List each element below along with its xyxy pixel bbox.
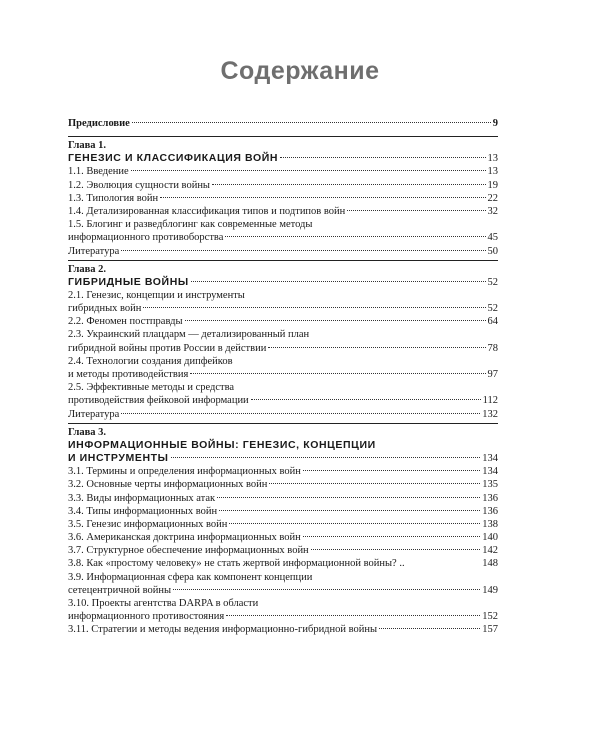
leader-dots [251, 399, 481, 400]
leader-dots [191, 281, 486, 282]
toc-page-number: 13 [487, 153, 498, 165]
toc-page-number: 135 [482, 479, 498, 491]
toc-page-number: 45 [487, 232, 498, 244]
toc-item[interactable] [68, 231, 498, 244]
toc-entry-text: 1.3. Типология войн [68, 192, 159, 204]
toc-page-number: 136 [482, 505, 498, 517]
chapter-title: ГИБРИДНЫЕ ВОЙНЫ [68, 275, 189, 288]
leader-dots [226, 615, 480, 616]
toc-page-number: 13 [487, 166, 498, 178]
toc-page-number: 134 [482, 452, 498, 464]
toc-entry-text: Литература [68, 245, 120, 257]
toc-entry-text-cont: гибридных войн [68, 303, 142, 315]
toc-entry-text: 1.1. Введение [68, 166, 129, 178]
leader-dots [190, 373, 485, 374]
toc-entry-text: 3.11. Стратегии и методы ведения информационно-гибридной войны [68, 624, 378, 636]
toc-item[interactable] [68, 394, 498, 407]
toc-item[interactable] [68, 610, 498, 623]
toc-item[interactable] [68, 368, 498, 381]
toc-page-number: 112 [482, 395, 498, 407]
toc-page-number: 152 [482, 611, 498, 623]
toc-entry-text[interactable]: 2.4. Технологии создания дипфейков [68, 355, 233, 367]
toc-entry-text: 1.2. Эволюция сущности войны [68, 179, 210, 191]
leader-dots [303, 470, 480, 471]
toc-entry-text: 3.4. Типы информационных войн [68, 505, 218, 517]
leader-dots [269, 483, 480, 484]
toc-page-number: 140 [482, 532, 498, 544]
toc-item[interactable] [68, 315, 498, 328]
toc-item[interactable] [68, 492, 498, 505]
toc-item[interactable] [68, 245, 498, 258]
toc-entry-text-cont: и методы противодействия [68, 369, 189, 380]
toc-page-number: 32 [487, 205, 498, 217]
leader-dots [173, 589, 480, 590]
leader-dots [229, 523, 480, 524]
toc-entry-text: Предисловие [68, 118, 130, 129]
toc-entry-text-cont: гибридной войны против России в действии [68, 342, 267, 354]
leader-dots [219, 510, 480, 511]
leader-dots [268, 347, 485, 348]
chapter-divider [68, 260, 498, 261]
toc-page-number: 138 [482, 518, 498, 530]
toc-page-number: 52 [487, 303, 498, 315]
toc-item[interactable] [68, 505, 498, 518]
toc-item[interactable] [68, 408, 498, 421]
toc-page-number: 19 [487, 179, 498, 191]
toc-entry-text: 3.2. Основные черты информационных войн [68, 479, 268, 491]
toc-item[interactable] [68, 205, 498, 218]
toc-chapter-heading[interactable] [68, 276, 498, 289]
toc-item[interactable] [68, 465, 498, 478]
leader-dots [185, 320, 486, 321]
toc-entry-text[interactable]: 3.9. Информационная сфера как компонент концепции [68, 571, 313, 583]
toc-chapter-heading[interactable] [68, 152, 498, 165]
toc-entry-text[interactable]: 1.5. Блогинг и разведблогинг как современные методы [68, 219, 313, 231]
toc-entry-text: 1.4. Детализированная классификация типов и подтипов войн [68, 205, 346, 217]
leader-dots [280, 157, 485, 158]
toc-chapter-heading[interactable] [68, 452, 498, 465]
leader-dots [303, 536, 480, 537]
toc-page-number: 134 [482, 466, 498, 478]
chapter-label: Глава 2. [68, 263, 107, 275]
leader-dots [347, 210, 485, 211]
toc-page-number: 50 [487, 245, 498, 257]
toc-entry-text: 3.7. Структурное обеспечение информационных войн [68, 545, 309, 557]
chapter-title[interactable]: ИНФОРМАЦИОННЫЕ ВОЙНЫ: ГЕНЕЗИС, КОНЦЕПЦИИ [68, 438, 376, 451]
toc-item[interactable] [68, 165, 498, 178]
toc-entry-text-cont: информационного противостояния [68, 611, 225, 623]
chapter-label: Глава 1. [68, 140, 107, 152]
toc-item[interactable] [68, 557, 498, 570]
toc-page-number: 97 [487, 369, 498, 380]
leader-dots [143, 307, 485, 308]
leader-dots [121, 250, 485, 251]
toc-page-number: 9 [492, 118, 498, 129]
toc-page-number: 157 [482, 624, 498, 636]
toc-entry-text: 3.3. Виды информационных атак [68, 492, 216, 504]
toc-page-number: 132 [482, 408, 498, 420]
leader-dots [212, 184, 486, 185]
toc-item[interactable] [68, 544, 498, 557]
leader-dots [121, 413, 480, 414]
toc-page-number: 52 [487, 276, 498, 288]
chapter-title-cont: И ИНСТРУМЕНТЫ [68, 451, 169, 464]
toc-entry-text[interactable]: 2.5. Эффективные методы и средства [68, 382, 235, 394]
toc-item[interactable] [68, 302, 498, 315]
toc-entry-text: 3.6. Американская доктрина информационных войн [68, 532, 301, 544]
leader-dots [225, 236, 485, 237]
leader-dots [160, 197, 485, 198]
toc-page-number: 78 [487, 342, 498, 354]
toc-page-number: 136 [482, 492, 498, 504]
toc-entry-text-cont: сетецентричной войны [68, 584, 172, 596]
toc-entry-text: Литература [68, 408, 120, 420]
page-title: Содержание [220, 57, 380, 85]
toc-item[interactable] [68, 623, 498, 636]
leader-dots [311, 549, 481, 550]
leader-dots [132, 122, 491, 123]
table-of-contents [68, 117, 498, 637]
leader-dots [379, 628, 480, 629]
toc-page-number: 148 [482, 558, 498, 570]
toc-item[interactable] [68, 478, 498, 491]
chapter-divider [68, 136, 498, 137]
leader-dots [217, 497, 480, 498]
toc-item[interactable] [68, 584, 498, 597]
chapter-title: ГЕНЕЗИС И КЛАССИФИКАЦИЯ ВОЙН [68, 152, 279, 165]
toc-entry-text[interactable]: 3.10. Проекты агентства DARPA в области [68, 598, 259, 609]
chapter-divider [68, 423, 498, 424]
toc-preface[interactable] [68, 117, 498, 130]
toc-item[interactable] [68, 342, 498, 355]
toc-entry-text-cont: информационного противоборства [68, 232, 224, 244]
toc-entry-text-cont: противодействия фейковой информации [68, 395, 249, 407]
leader-dots [171, 457, 481, 458]
toc-page-number: 149 [482, 584, 498, 596]
chapter-label: Глава 3. [68, 426, 107, 438]
toc-item[interactable] [68, 531, 498, 544]
toc-entry-text[interactable]: 2.3. Украинский плацдарм — детализированный план [68, 329, 310, 341]
toc-entry-text: 3.8. Как «простому человеку» не стать жертвой информационной войны? .. [68, 558, 405, 570]
toc-item[interactable] [68, 179, 498, 192]
toc-page-number: 22 [487, 192, 498, 204]
toc-page-number: 142 [482, 545, 498, 557]
toc-entry-text: 3.1. Термины и определения информационных войн [68, 466, 301, 478]
toc-entry-text: 2.2. Феномен постправды [68, 316, 183, 328]
toc-entry-text: 3.5. Генезис информационных войн [68, 518, 228, 530]
toc-page-number: 64 [487, 316, 498, 328]
toc-entry-text[interactable]: 2.1. Генезис, концепции и инструменты [68, 289, 245, 301]
toc-item[interactable] [68, 192, 498, 205]
leader-dots [131, 170, 486, 171]
toc-item[interactable] [68, 518, 498, 531]
